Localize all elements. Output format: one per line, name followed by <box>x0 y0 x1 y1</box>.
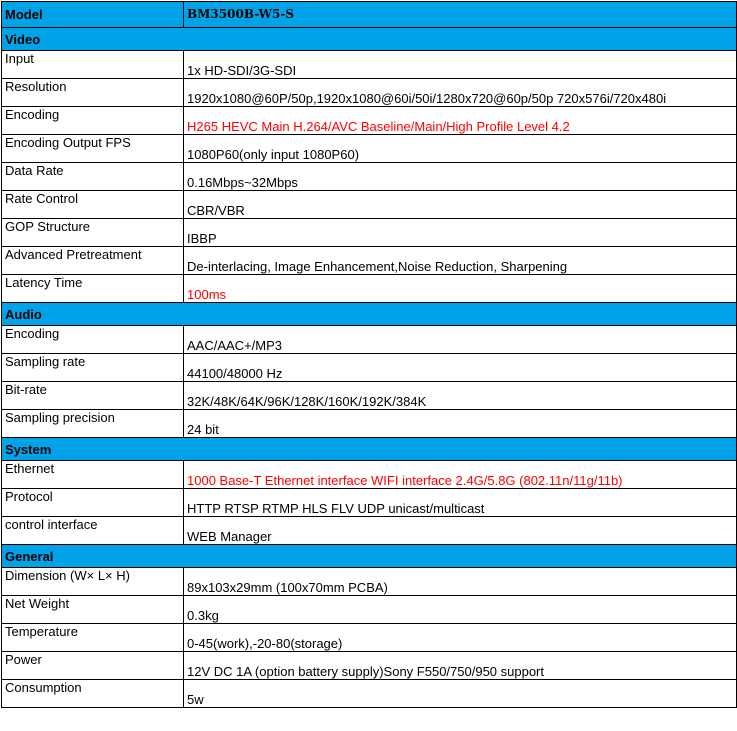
spec-row <box>2 568 737 596</box>
spec-label: Input <box>2 51 184 79</box>
spec-value: 89x103x29mm (100x70mm PCBA) <box>184 568 737 596</box>
spec-label: Encoding Output FPS <box>2 135 184 163</box>
spec-label: control interface <box>2 517 184 545</box>
spec-row <box>2 247 737 275</box>
spec-value: 1x HD-SDI/3G-SDI <box>184 51 737 79</box>
model-row <box>2 2 737 28</box>
spec-row <box>2 135 737 163</box>
spec-value: 0.3kg <box>184 596 737 624</box>
spec-value: 32K/48K/64K/96K/128K/160K/192K/384K <box>184 382 737 410</box>
spec-label: Rate Control <box>2 191 184 219</box>
spec-value: CBR/VBR <box>184 191 737 219</box>
spec-value: 24 bit <box>184 410 737 438</box>
spec-label: Ethernet <box>2 461 184 489</box>
spec-value: De-interlacing, Image Enhancement,Noise Reduction, Sharpening <box>184 247 737 275</box>
spec-row <box>2 51 737 79</box>
spec-label: Data Rate <box>2 163 184 191</box>
spec-row <box>2 382 737 410</box>
spec-value: 100ms <box>184 275 737 303</box>
section-title: Audio <box>2 303 737 326</box>
spec-label: Dimension (W× L× H) <box>2 568 184 596</box>
spec-row <box>2 163 737 191</box>
spec-label: Protocol <box>2 489 184 517</box>
model-value: BM3500B-W5-S <box>184 2 737 28</box>
spec-label: Latency Time <box>2 275 184 303</box>
spec-table-body <box>2 2 737 708</box>
spec-row <box>2 461 737 489</box>
spec-label: Resolution <box>2 79 184 107</box>
spec-value: HTTP RTSP RTMP HLS FLV UDP unicast/multicast <box>184 489 737 517</box>
spec-label: Power <box>2 652 184 680</box>
spec-label: Temperature <box>2 624 184 652</box>
section-header-video <box>2 28 737 51</box>
spec-value: 1920x1080@60P/50p,1920x1080@60i/50i/1280x720@60p/50p 720x576i/720x480i <box>184 79 737 107</box>
spec-row <box>2 219 737 247</box>
spec-value: 0.16Mbps~32Mbps <box>184 163 737 191</box>
spec-value: 12V DC 1A (option battery supply)Sony F550/750/950 support <box>184 652 737 680</box>
spec-row <box>2 489 737 517</box>
spec-row <box>2 596 737 624</box>
spec-value: IBBP <box>184 219 737 247</box>
spec-label: Encoding <box>2 107 184 135</box>
model-label: Model <box>2 2 184 28</box>
section-header-audio <box>2 303 737 326</box>
spec-label: GOP Structure <box>2 219 184 247</box>
section-title: General <box>2 545 737 568</box>
spec-row <box>2 517 737 545</box>
spec-value: 0-45(work),-20-80(storage) <box>184 624 737 652</box>
spec-label: Sampling precision <box>2 410 184 438</box>
spec-value: 5w <box>184 680 737 708</box>
spec-row <box>2 652 737 680</box>
spec-label: Net Weight <box>2 596 184 624</box>
spec-value: WEB Manager <box>184 517 737 545</box>
spec-label: Bit-rate <box>2 382 184 410</box>
spec-row <box>2 624 737 652</box>
spec-value: 1000 Base-T Ethernet interface WIFI interface 2.4G/5.8G (802.11n/11g/11b) <box>184 461 737 489</box>
spec-row <box>2 354 737 382</box>
spec-table <box>1 1 737 708</box>
spec-row <box>2 410 737 438</box>
spec-row <box>2 275 737 303</box>
spec-value: H265 HEVC Main H.264/AVC Baseline/Main/High Profile Level 4.2 <box>184 107 737 135</box>
spec-row <box>2 79 737 107</box>
spec-row <box>2 191 737 219</box>
spec-value: 1080P60(only input 1080P60) <box>184 135 737 163</box>
spec-label: Sampling rate <box>2 354 184 382</box>
spec-value: 44100/48000 Hz <box>184 354 737 382</box>
spec-row <box>2 680 737 708</box>
section-title: System <box>2 438 737 461</box>
spec-label: Advanced Pretreatment <box>2 247 184 275</box>
spec-label: Encoding <box>2 326 184 354</box>
spec-row <box>2 107 737 135</box>
spec-row <box>2 326 737 354</box>
section-header-general <box>2 545 737 568</box>
spec-value: AAC/AAC+/MP3 <box>184 326 737 354</box>
section-title: Video <box>2 28 737 51</box>
section-header-system <box>2 438 737 461</box>
spec-label: Consumption <box>2 680 184 708</box>
